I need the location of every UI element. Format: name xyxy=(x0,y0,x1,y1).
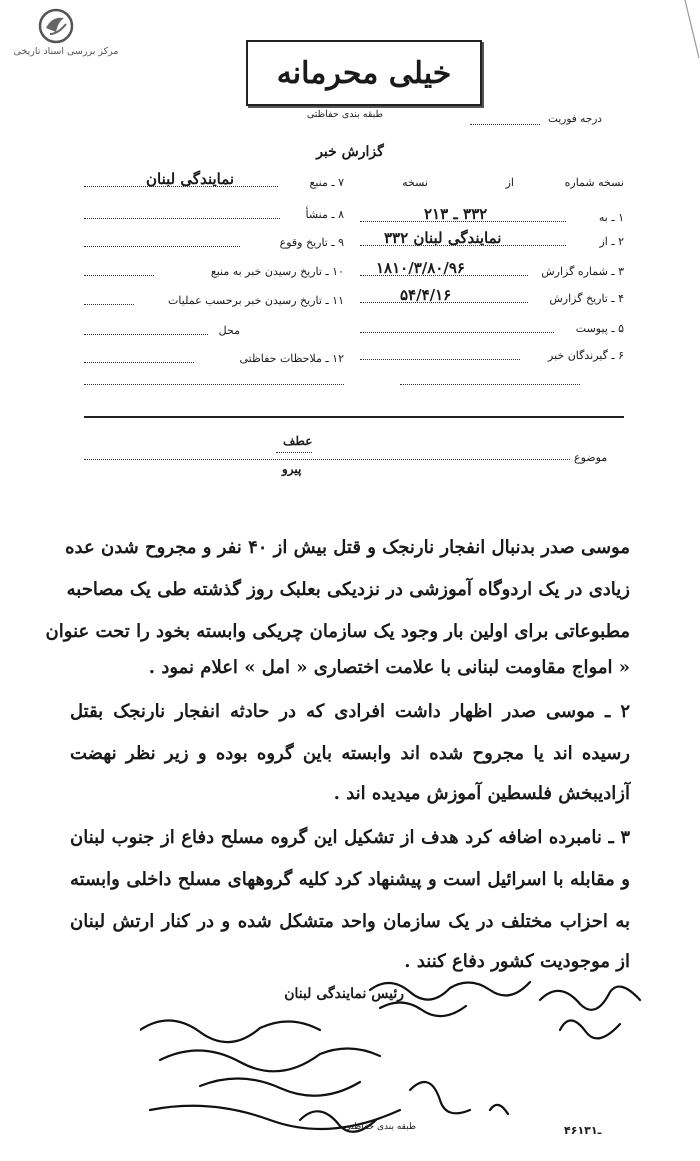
to-value: ۳۳۲ ـ ۲۱۳ xyxy=(424,205,488,223)
source-label: ۷ ـ منبع xyxy=(309,176,344,189)
origin-label: ۸ ـ منشأ xyxy=(305,208,344,221)
follow-up-label: پیرو xyxy=(282,462,302,476)
body-line: به احزاب مختلف در یک سازمان واحد متشکل شده و در کنار ارتش لبنان xyxy=(70,911,630,932)
footer-classification-caption: طبقه بندی حفاظتی xyxy=(343,1122,417,1132)
recipients-label: ۶ ـ گیرندگان خبر xyxy=(548,349,624,362)
urgency-dotted-line xyxy=(470,124,540,125)
subject-dotted-line xyxy=(84,459,570,460)
to-label: ۱ ـ به xyxy=(598,211,624,224)
copy-suffix-label: نسخه xyxy=(402,176,428,189)
from-label: ۲ ـ از xyxy=(599,235,624,248)
body-line: و مقابله با اسرائیل است و پیشنهاد کرد کلیه گروههای مسلح داخلی وابسته xyxy=(70,869,630,890)
body-line: رسیده اند یا مجروح شده اند وابسته باین گروه بوده و زیر نظر نهضت xyxy=(70,743,630,764)
recipients-field xyxy=(360,349,624,367)
from-field xyxy=(360,229,624,253)
recipients-extra-line xyxy=(400,384,580,385)
report-date-label: ۴ ـ تاریخ گزارش xyxy=(549,292,624,305)
origin-field xyxy=(84,208,344,226)
arrival-to-source-field xyxy=(84,265,344,283)
location-field xyxy=(84,324,240,342)
body-line: ۲ ـ موسی صدر اظهار داشت افرادی که در حادثه انفجار نارنجک بقتل xyxy=(70,701,630,722)
occurrence-date-field xyxy=(84,236,344,254)
body-line: از موجودیت کشور دفاع کنند . xyxy=(404,951,630,972)
attachment-field xyxy=(360,322,624,340)
body-line: ۳ ـ نامبرده اضافه کرد هدف از تشکیل این گروه مسلح دفاع از جنوب لبنان xyxy=(70,827,630,848)
arrival-operations-label: ۱۱ ـ تاریخ رسیدن خبر برحسب عملیات xyxy=(168,294,344,307)
location-label: محل xyxy=(218,324,240,337)
reference-label: عطف xyxy=(283,434,313,448)
body-line: مطبوعاتی برای اولین بار وجود یک سازمان چریکی وابسته بخود را تحت عنوان xyxy=(45,621,630,642)
classification-stamp: خیلی محرمانه xyxy=(246,40,482,106)
body-line: « امواج مقاومت لبنانی با علامت اختصاری « امل » اعلام نمود . xyxy=(148,657,630,678)
archive-name: مرکز بررسی اسناد تاریخی xyxy=(13,46,119,57)
body-line: آزادیبخش فلسطین آموزش میدیده اند . xyxy=(333,783,630,804)
reference-line xyxy=(276,452,312,453)
arrival-operations-field xyxy=(84,294,344,312)
signer-title: رئیس نمایندگی لبنان xyxy=(284,986,404,1002)
source-value: نمایندگی لبنان xyxy=(146,170,235,188)
body-line: زیادی در یک اردوگاه آموزشی در نزدیکی بعلبک روز گذشته طی یک مصاحبه xyxy=(66,579,630,600)
to-field xyxy=(360,205,624,229)
security-notes-label: ۱۲ ـ ملاحظات حفاظتی xyxy=(239,352,344,365)
report-number-field xyxy=(360,259,624,283)
page-code: ۴۶ـ۱۳۱ xyxy=(564,1124,602,1137)
scan-edge-mark xyxy=(683,0,700,60)
report-number-value: ۱۸۱۰/۳/۸۰/۹۶ xyxy=(376,259,465,277)
attachment-label: ۵ ـ پیوست xyxy=(575,322,624,335)
archive-logo-icon xyxy=(38,8,74,44)
report-date-field xyxy=(360,286,624,310)
archive-logo xyxy=(6,8,126,60)
body-line: موسی صدر بدنبال انفجار نارنجک و قتل بیش از ۴۰ نفر و مجروح شدن عده xyxy=(65,537,630,558)
urgency-label: درجه فوریت xyxy=(548,113,602,125)
subject-label: موضوع xyxy=(574,451,608,464)
form-title: گزارش خبر xyxy=(316,144,384,160)
classification-caption: طبقه بندی حفاظتی xyxy=(306,109,384,120)
report-number-label: ۳ ـ شماره گزارش xyxy=(541,265,624,278)
form-divider xyxy=(84,416,624,418)
source-field xyxy=(84,170,344,194)
arrival-to-source-label: ۱۰ ـ تاریخ رسیدن خبر به منبع xyxy=(210,265,344,278)
occurrence-date-label: ۹ ـ تاریخ وقوع xyxy=(279,236,344,249)
copy-number-field xyxy=(360,176,624,194)
report-date-value: ۵۴/۴/۱۶ xyxy=(400,286,452,304)
copy-of-label: از xyxy=(505,176,514,189)
copy-number-label: نسخه شماره xyxy=(564,176,624,189)
from-value: نمایندگی لبنان ۳۳۲ xyxy=(384,229,502,247)
security-notes-field xyxy=(84,352,344,370)
security-notes-extra-line xyxy=(84,384,344,385)
